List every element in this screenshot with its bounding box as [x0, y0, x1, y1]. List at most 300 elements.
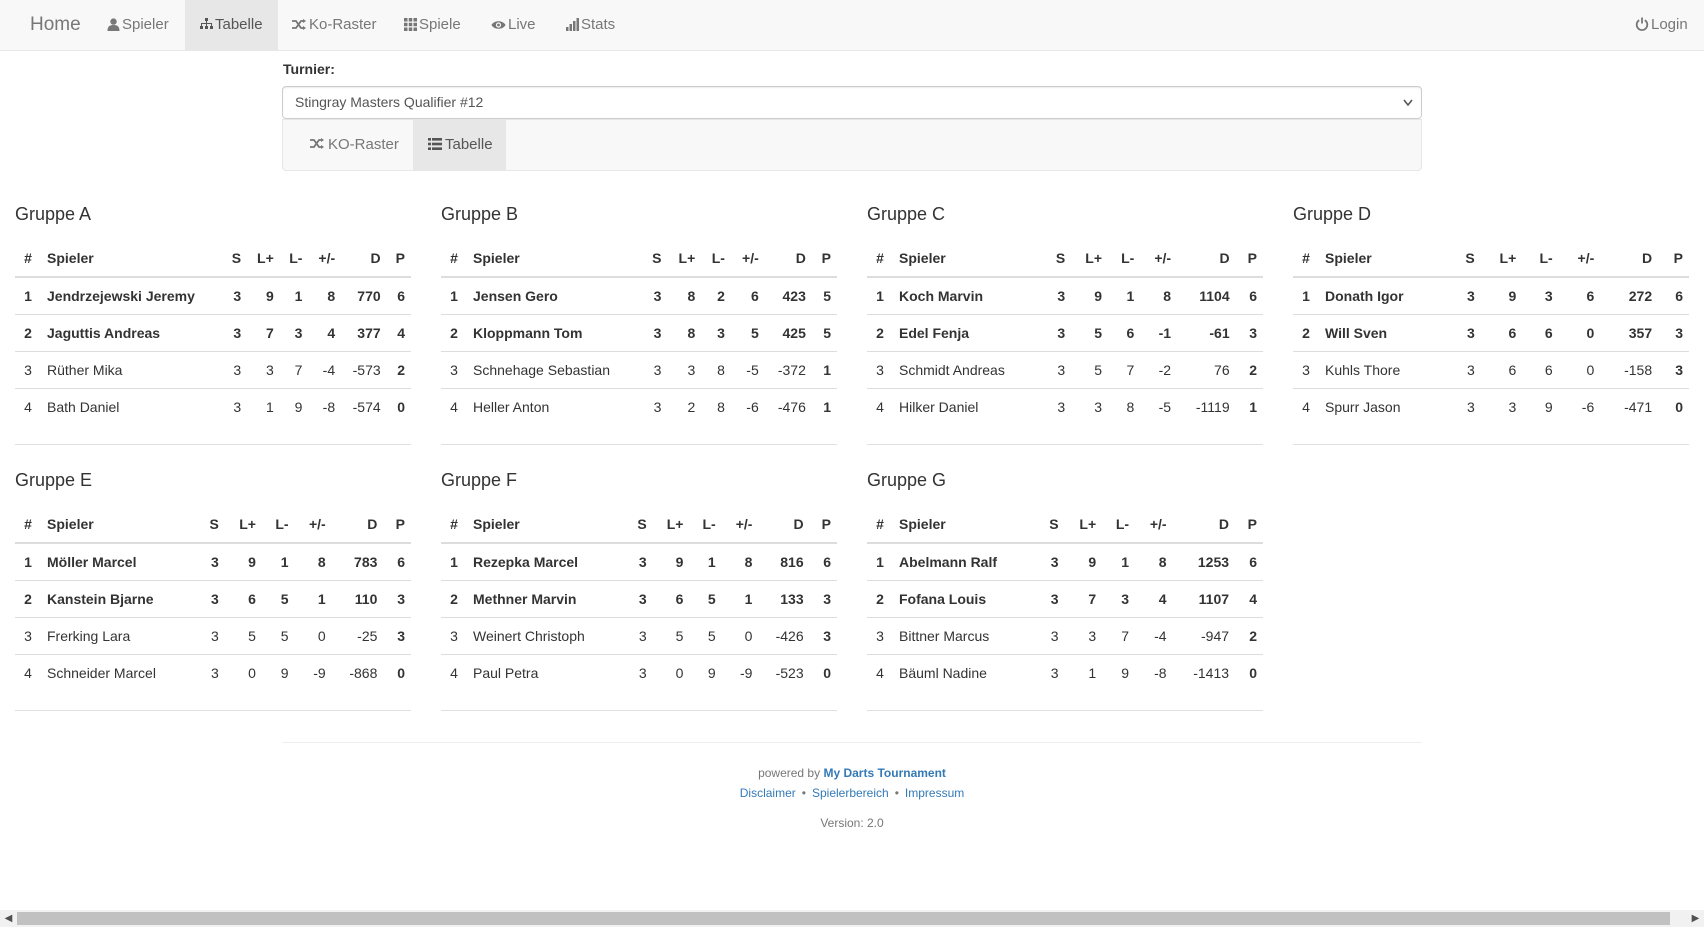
- s-cell: 3: [1044, 388, 1071, 425]
- home-link[interactable]: Home: [30, 14, 81, 35]
- table-row: [1293, 351, 1689, 388]
- column-header-p: P: [810, 506, 837, 543]
- p-cell: 3: [1658, 314, 1689, 351]
- lminus-cell: 1: [280, 553, 289, 570]
- tournament-subnav: [282, 119, 1422, 171]
- lminus-cell: 9: [689, 654, 721, 691]
- s-cell: 3: [1450, 314, 1481, 351]
- lplus-cell: 5: [1071, 351, 1108, 388]
- player-name-cell: Edel Fenja: [893, 314, 1044, 351]
- standings-table: [441, 506, 837, 691]
- diff-cell: 4: [308, 314, 341, 351]
- lplus-cell: 0: [653, 654, 690, 691]
- p-cell: 0: [810, 654, 837, 691]
- table-row: [441, 654, 837, 691]
- column-header-diff: +/-: [308, 240, 341, 277]
- lplus-cell: 3: [247, 351, 280, 388]
- table-header-row: [867, 240, 1263, 277]
- rank-cell: 3: [441, 617, 467, 654]
- table-row: [15, 617, 411, 654]
- rank-cell: 4: [867, 388, 893, 425]
- player-name-cell: Weinert Christoph: [467, 617, 625, 654]
- player-name-cell: Rezepka Marcel: [473, 553, 579, 570]
- grid-icon: [404, 16, 419, 33]
- lminus-cell: 3: [1102, 580, 1135, 617]
- p-cell: 0: [1235, 654, 1263, 691]
- column-header-lminus: L-: [262, 506, 295, 543]
- table-header-row: [15, 240, 411, 277]
- s-cell: 3: [638, 553, 647, 570]
- rank-cell: 4: [441, 388, 467, 425]
- rank-cell: 4: [15, 654, 41, 691]
- rank-cell: 3: [1293, 351, 1319, 388]
- group-table-c: [867, 200, 1263, 445]
- p-cell: 3: [383, 617, 411, 654]
- player-name-cell: Abelmann Ralf: [899, 553, 998, 570]
- column-header-lminus: L-: [1522, 240, 1558, 277]
- lminus-cell: 1: [1126, 287, 1135, 304]
- lminus-cell: 7: [280, 351, 309, 388]
- lminus-cell: 1: [707, 553, 716, 570]
- p-cell: 5: [812, 314, 837, 351]
- s-cell: 3: [625, 580, 652, 617]
- d-cell: -1413: [1173, 654, 1235, 691]
- lplus-cell: 6: [1481, 351, 1523, 388]
- group-table-e: [15, 466, 411, 711]
- diff-cell: -9: [295, 654, 332, 691]
- player-name-cell: Schnehage Sebastian: [467, 351, 642, 388]
- subnav-ko-raster[interactable]: [295, 120, 414, 170]
- s-cell: 3: [223, 388, 247, 425]
- diff-cell: 5: [731, 314, 765, 351]
- d-cell: 423: [782, 287, 806, 304]
- d-cell: 1104: [1199, 287, 1230, 304]
- player-name-cell: Möller Marcel: [47, 553, 137, 570]
- rank-cell: 4: [867, 654, 893, 691]
- standings-table: [1293, 240, 1689, 425]
- table-row: [441, 277, 837, 314]
- horizontal-scrollbar[interactable]: [0, 910, 1704, 927]
- rank-cell: 2: [441, 314, 467, 351]
- p-cell: 3: [1658, 351, 1689, 388]
- p-cell: 6: [823, 553, 831, 570]
- lplus-cell: 5: [225, 617, 262, 654]
- turnier-label: Turnier:: [283, 61, 335, 77]
- d-cell: -574: [341, 388, 387, 425]
- player-name-cell: Schmidt Andreas: [893, 351, 1044, 388]
- footer-divider: [282, 742, 1422, 743]
- lplus-cell: 9: [1088, 553, 1097, 570]
- p-cell: 6: [397, 553, 405, 570]
- standings-table: [867, 506, 1263, 691]
- nav-item-live[interactable]: [491, 0, 536, 50]
- d-cell: 1253: [1197, 553, 1230, 570]
- diff-cell: 6: [1586, 287, 1595, 304]
- diff-cell: 6: [750, 287, 759, 304]
- s-cell: 3: [211, 553, 219, 570]
- table-row: [15, 543, 411, 580]
- rank-cell: 2: [15, 580, 41, 617]
- player-name-cell: Bittner Marcus: [893, 617, 1037, 654]
- rank-cell: 1: [450, 287, 458, 304]
- s-cell: 3: [625, 654, 652, 691]
- d-cell: -868: [332, 654, 384, 691]
- s-cell: 3: [1450, 388, 1481, 425]
- p-cell: 1: [1236, 388, 1263, 425]
- random-icon: [310, 136, 328, 153]
- d-cell: -573: [341, 351, 387, 388]
- p-cell: 1: [812, 388, 837, 425]
- lplus-cell: 9: [248, 553, 256, 570]
- rank-cell: 3: [867, 617, 893, 654]
- diff-cell: -8: [1135, 654, 1173, 691]
- lminus-cell: 6: [1522, 314, 1558, 351]
- column-header-s: S: [625, 506, 652, 543]
- column-header-s: S: [642, 240, 667, 277]
- d-cell: 816: [780, 553, 804, 570]
- column-header-lminus: L-: [1102, 506, 1135, 543]
- d-cell: -426: [758, 617, 809, 654]
- rank-cell: 3: [15, 351, 41, 388]
- player-name-cell: Jendrzejewski Jeremy: [47, 287, 195, 304]
- subnav-tabelle[interactable]: [413, 120, 506, 170]
- d-cell: 76: [1177, 351, 1236, 388]
- group-table-d: [1293, 200, 1689, 445]
- nav-item-tabelle[interactable]: [185, 0, 278, 50]
- version-text: Version: 2.0: [820, 816, 884, 830]
- s-cell: 3: [1037, 580, 1065, 617]
- diff-cell: 1: [722, 580, 759, 617]
- column-header-lminus: L-: [280, 240, 309, 277]
- lplus-cell: 8: [687, 287, 696, 304]
- column-header-d: D: [332, 506, 384, 543]
- player-name-cell: Koch Marvin: [899, 287, 984, 304]
- s-cell: 3: [197, 580, 225, 617]
- lminus-cell: 8: [701, 351, 731, 388]
- login-link[interactable]: [1635, 0, 1688, 50]
- column-header-diff: +/-: [1140, 240, 1177, 277]
- column-header-s: S: [1450, 240, 1481, 277]
- table-row: [867, 277, 1263, 314]
- lminus-cell: 5: [689, 580, 721, 617]
- group-table-b: [441, 200, 837, 445]
- diff-cell: 8: [1163, 287, 1172, 304]
- d-cell: -372: [765, 351, 812, 388]
- d-cell: -1119: [1177, 388, 1236, 425]
- lplus-cell: 3: [667, 351, 701, 388]
- subnav-label: Tabelle: [445, 136, 493, 153]
- p-cell: 2: [1236, 351, 1263, 388]
- diff-cell: 4: [1135, 580, 1173, 617]
- column-header-d: D: [1600, 240, 1658, 277]
- column-header-s: S: [1037, 506, 1065, 543]
- d-cell: 357: [1600, 314, 1658, 351]
- p-cell: 4: [1235, 580, 1263, 617]
- diff-cell: 1: [295, 580, 332, 617]
- column-header-diff: +/-: [295, 506, 332, 543]
- rank-cell: 2: [15, 314, 41, 351]
- s-cell: 3: [1044, 351, 1071, 388]
- lminus-cell: 5: [262, 580, 295, 617]
- lplus-cell: 5: [1071, 314, 1108, 351]
- rank-cell: 4: [441, 654, 467, 691]
- table-row: [15, 351, 411, 388]
- group-title: Gruppe B: [441, 204, 519, 224]
- d-cell: -476: [765, 388, 812, 425]
- table-header-row: [867, 506, 1263, 543]
- s-cell: 3: [1044, 314, 1071, 351]
- diff-cell: 0: [1559, 351, 1601, 388]
- diff-cell: 0: [1559, 314, 1601, 351]
- d-cell: -523: [758, 654, 809, 691]
- lminus-cell: 9: [262, 654, 295, 691]
- player-name-cell: Paul Petra: [467, 654, 625, 691]
- table-row: [1293, 277, 1689, 314]
- p-cell: 0: [1658, 388, 1689, 425]
- player-name-cell: Rüther Mika: [41, 351, 223, 388]
- footer-links: [0, 786, 1704, 800]
- table-row: [441, 580, 837, 617]
- group-divider: [441, 710, 837, 711]
- column-header-diff: +/-: [1135, 506, 1173, 543]
- scroll-right-icon[interactable]: ▶: [1691, 913, 1700, 924]
- user-icon: [107, 16, 122, 33]
- lminus-cell: 9: [1522, 388, 1558, 425]
- lplus-cell: 6: [653, 580, 690, 617]
- diff-cell: 0: [722, 617, 759, 654]
- s-cell: 3: [1057, 287, 1066, 304]
- player-name-cell: Donath Igor: [1325, 287, 1404, 304]
- lminus-cell: 5: [262, 617, 295, 654]
- top-navbar: [0, 0, 1704, 51]
- s-cell: 3: [1037, 654, 1065, 691]
- lminus-cell: 6: [1108, 314, 1140, 351]
- nav-item-spieler[interactable]: [107, 0, 169, 50]
- nav-label: Spieler: [122, 16, 169, 33]
- rank-cell: 1: [24, 553, 32, 570]
- login-label: Login: [1651, 16, 1688, 33]
- column-header-rank: #: [1293, 240, 1319, 277]
- lminus-cell: 9: [1102, 654, 1135, 691]
- lplus-cell: 3: [1065, 617, 1103, 654]
- column-header-lplus: L+: [247, 240, 280, 277]
- d-cell: -471: [1600, 388, 1658, 425]
- d-cell: -61: [1177, 314, 1236, 351]
- d-cell: 377: [341, 314, 387, 351]
- standings-table: [15, 506, 411, 691]
- column-header-lplus: L+: [653, 506, 690, 543]
- column-header-player: Spieler: [467, 506, 625, 543]
- s-cell: 3: [223, 314, 247, 351]
- d-cell: 272: [1628, 287, 1653, 304]
- table-row: [867, 388, 1263, 425]
- table-header-row: [1293, 240, 1689, 277]
- column-header-p: P: [812, 240, 837, 277]
- lplus-cell: 5: [653, 617, 690, 654]
- group-divider: [867, 710, 1263, 711]
- nav-item-ko-raster[interactable]: [292, 0, 377, 50]
- group-table-g: [867, 466, 1263, 711]
- d-cell: -25: [332, 617, 384, 654]
- column-header-player: Spieler: [467, 240, 642, 277]
- player-name-cell: Frerking Lara: [41, 617, 197, 654]
- column-header-lminus: L-: [701, 240, 731, 277]
- column-header-s: S: [1044, 240, 1071, 277]
- p-cell: 6: [1675, 287, 1683, 304]
- diff-cell: 8: [744, 553, 753, 570]
- column-header-lminus: L-: [1108, 240, 1140, 277]
- player-name-cell: Kloppmann Tom: [467, 314, 642, 351]
- nav-label: Live: [508, 16, 536, 33]
- s-cell: 3: [197, 654, 225, 691]
- column-header-player: Spieler: [893, 506, 1037, 543]
- player-name-cell: Bath Daniel: [41, 388, 223, 425]
- rank-cell: 3: [441, 351, 467, 388]
- column-header-d: D: [758, 506, 809, 543]
- column-header-lplus: L+: [1481, 240, 1523, 277]
- player-name-cell: Schneider Marcel: [41, 654, 197, 691]
- power-icon: [1635, 16, 1651, 33]
- group-divider: [15, 710, 411, 711]
- group-table-f: [441, 466, 837, 711]
- diff-cell: -6: [731, 388, 765, 425]
- column-header-rank: #: [441, 506, 467, 543]
- lplus-cell: 9: [265, 287, 274, 304]
- table-row: [15, 654, 411, 691]
- d-cell: 770: [357, 287, 381, 304]
- table-row: [867, 543, 1263, 580]
- d-cell: 425: [765, 314, 812, 351]
- p-cell: 6: [1249, 287, 1257, 304]
- lplus-cell: 7: [1065, 580, 1103, 617]
- lminus-cell: 3: [280, 314, 309, 351]
- separator: •: [801, 786, 806, 800]
- powered-by-link[interactable]: My Darts Tournament: [823, 766, 946, 780]
- column-header-p: P: [387, 240, 411, 277]
- lplus-cell: 9: [675, 553, 684, 570]
- scrollbar-thumb[interactable]: [17, 912, 1670, 925]
- nav-item-stats[interactable]: [566, 0, 615, 50]
- diff-cell: -4: [308, 351, 341, 388]
- lminus-cell: 8: [1108, 388, 1140, 425]
- diff-cell: -9: [722, 654, 759, 691]
- random-icon: [292, 16, 309, 33]
- turnier-select-value: Stingray Masters Qualifier #12: [295, 94, 484, 110]
- column-header-s: S: [197, 506, 225, 543]
- lminus-cell: 7: [1102, 617, 1135, 654]
- player-name-cell: Spurr Jason: [1319, 388, 1450, 425]
- column-header-player: Spieler: [41, 240, 223, 277]
- diff-cell: 8: [317, 553, 326, 570]
- spielerbereich-link[interactable]: Spielerbereich: [811, 786, 889, 800]
- p-cell: 3: [810, 617, 837, 654]
- column-header-rank: #: [441, 240, 467, 277]
- lplus-cell: 6: [1481, 314, 1523, 351]
- scroll-left-icon[interactable]: ◀: [4, 913, 13, 924]
- p-cell: 0: [387, 388, 411, 425]
- player-name-cell: Heller Anton: [467, 388, 642, 425]
- rank-cell: 3: [867, 351, 893, 388]
- diff-cell: -5: [731, 351, 765, 388]
- table-row: [1293, 314, 1689, 351]
- diff-cell: -2: [1140, 351, 1177, 388]
- diff-cell: -4: [1135, 617, 1173, 654]
- subnav-label: KO-Raster: [328, 136, 399, 153]
- column-header-diff: +/-: [1559, 240, 1601, 277]
- s-cell: 3: [223, 351, 247, 388]
- column-header-lplus: L+: [1071, 240, 1108, 277]
- diff-cell: -6: [1559, 388, 1601, 425]
- player-name-cell: Jaguttis Andreas: [41, 314, 223, 351]
- table-header-row: [441, 506, 837, 543]
- nav-item-spiele[interactable]: [404, 0, 461, 50]
- table-row: [867, 617, 1263, 654]
- table-row: [867, 580, 1263, 617]
- column-header-d: D: [1177, 240, 1236, 277]
- column-header-p: P: [383, 506, 411, 543]
- p-cell: 3: [383, 580, 411, 617]
- group-divider: [441, 444, 837, 445]
- s-cell: 3: [233, 287, 242, 304]
- nav-label: Stats: [581, 16, 616, 33]
- column-header-rank: #: [867, 240, 893, 277]
- group-divider: [867, 444, 1263, 445]
- table-row: [867, 314, 1263, 351]
- player-name-cell: Kanstein Bjarne: [41, 580, 197, 617]
- sitemap-icon: [200, 16, 215, 33]
- rank-cell: 1: [1302, 287, 1310, 304]
- column-header-lminus: L-: [689, 506, 721, 543]
- rank-cell: 1: [24, 287, 32, 304]
- powered-by: [0, 766, 1704, 780]
- lminus-cell: 9: [280, 388, 309, 425]
- disclaimer-link[interactable]: Disclaimer: [739, 786, 796, 800]
- rank-cell: 1: [450, 553, 458, 570]
- group-title: Gruppe C: [867, 204, 946, 224]
- standings-table: [867, 240, 1263, 425]
- table-row: [1293, 388, 1689, 425]
- column-header-p: P: [1236, 240, 1263, 277]
- s-cell: 3: [1050, 553, 1059, 570]
- s-cell: 3: [653, 287, 662, 304]
- lplus-cell: 9: [1508, 287, 1517, 304]
- lminus-cell: 3: [1544, 287, 1553, 304]
- lplus-cell: 8: [667, 314, 701, 351]
- column-header-diff: +/-: [722, 506, 759, 543]
- impressum-link[interactable]: Impressum: [904, 786, 965, 800]
- lminus-cell: 1: [294, 287, 303, 304]
- s-cell: 3: [642, 351, 667, 388]
- player-name-cell: Bäuml Nadine: [893, 654, 1037, 691]
- turnier-select[interactable]: [282, 86, 1422, 119]
- d-cell: 1107: [1173, 580, 1235, 617]
- diff-cell: -5: [1140, 388, 1177, 425]
- group-title: Gruppe F: [441, 470, 518, 490]
- rank-cell: 2: [1293, 314, 1319, 351]
- group-title: Gruppe D: [1293, 204, 1372, 224]
- p-cell: 1: [812, 351, 837, 388]
- standings-table: [15, 240, 411, 425]
- s-cell: 3: [625, 617, 652, 654]
- diff-cell: 0: [295, 617, 332, 654]
- lplus-cell: 3: [1071, 388, 1108, 425]
- player-name-cell: Methner Marvin: [467, 580, 625, 617]
- lplus-cell: 6: [225, 580, 262, 617]
- table-row: [15, 277, 411, 314]
- lplus-cell: 9: [1094, 287, 1102, 304]
- separator: •: [894, 786, 899, 800]
- lplus-cell: 3: [1481, 388, 1523, 425]
